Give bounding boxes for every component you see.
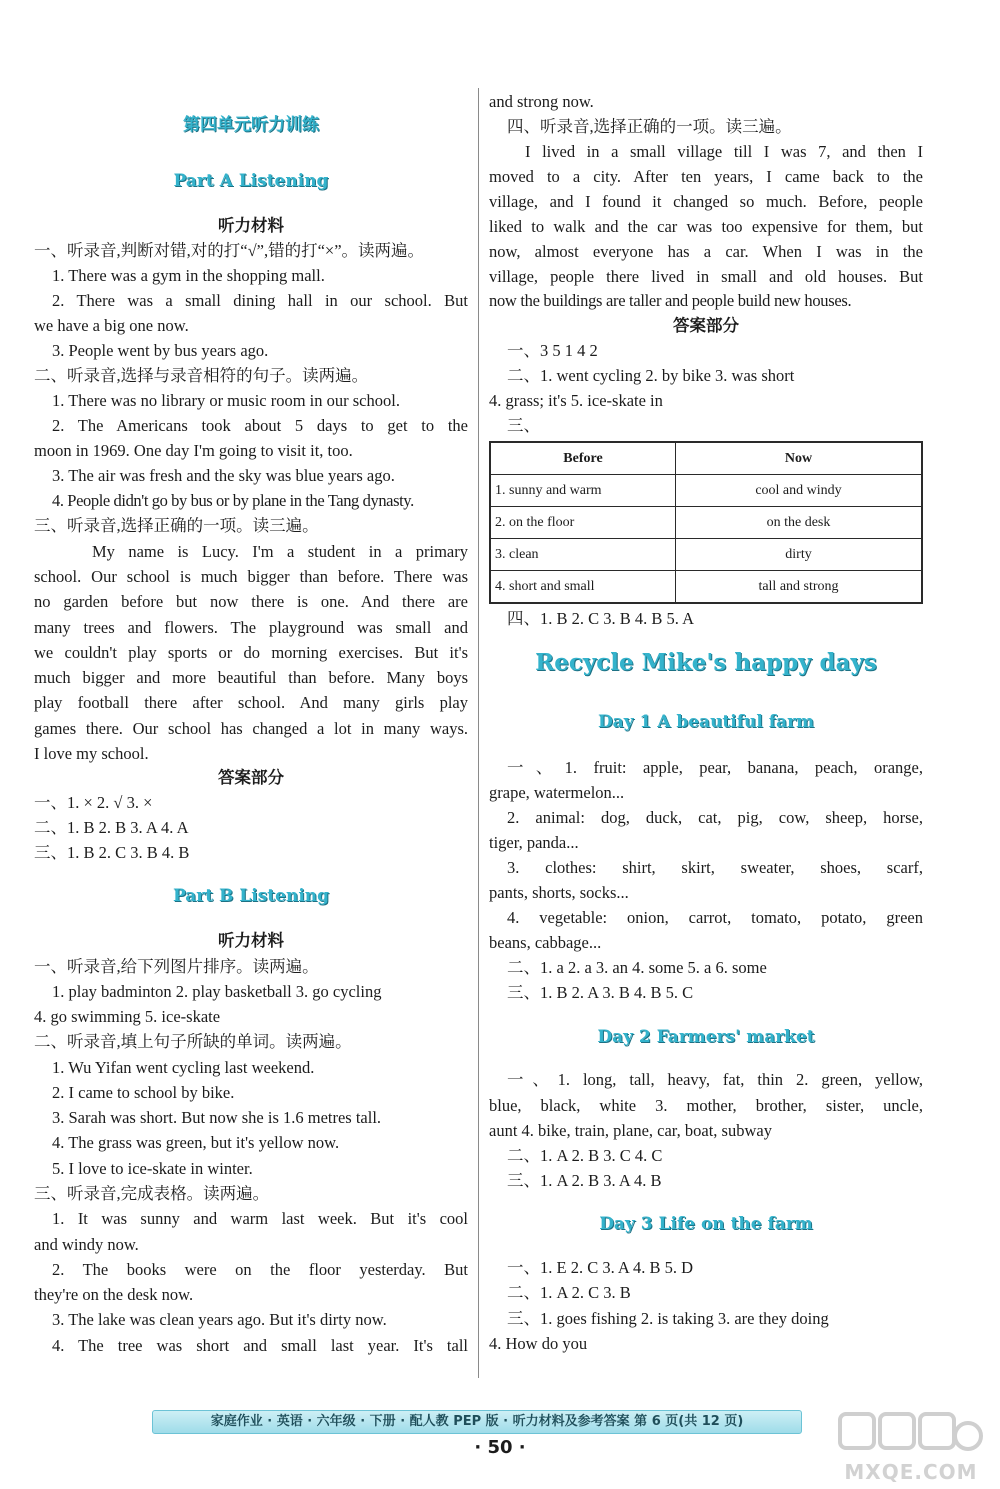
text-line: 3. The air was fresh and the sky was blue years ago. [52,466,395,485]
text-line: 1. There was no library or music room in our school. [52,391,400,410]
text-line: 1. play badminton 2. play basketball 3. go cycling [52,982,382,1001]
column-header: Now [676,442,923,475]
day2-title: Day 2 Farmers' market [597,1027,815,1047]
page-number: · 50 · [474,1437,526,1458]
passage-line: now, almost everyone has a car. When I was in the [489,242,923,261]
table-row [490,507,922,539]
table-header-row [490,442,922,475]
part-a-title: Part A Listening [173,171,329,191]
passage-line: many trees and flowers. The playground was small and [34,618,468,637]
answer-line: 4. How do you [489,1334,588,1353]
day3-title: Day 3 Life on the farm [599,1214,813,1234]
text-line: 5. I love to ice-skate in winter. [52,1159,253,1178]
text-line: 3. Sarah was short. But now she is 1.6 metres tall. [52,1108,382,1127]
text-line: 3. clothes: shirt, skirt, sweater, shoes, scarf, [507,858,923,877]
table-row [490,571,922,604]
text-line: we have a big one now. [34,316,189,335]
answer-line: 二、1. a 2. a 3. an 4. some 5. a 6. some [507,958,767,977]
answer-line: 三、 [507,416,540,435]
text-line: 1. There was a gym in the shopping mall. [52,266,325,285]
table-cell: 1. sunny and warm [490,475,676,507]
text-line: 一、1. long, tall, heavy, fat, thin 2. green, yellow, [507,1070,923,1089]
text-line: tiger, panda... [489,833,579,852]
instruction: 一、听录音,给下列图片排序。读两遍。 [34,957,319,976]
text-line: 3. People went by bus years ago. [52,341,269,360]
column-header: Before [490,442,676,475]
text-line: 4. vegetable: onion, carrot, tomato, potato, green [507,908,923,927]
text-line: 4. The grass was green, but it's yellow now. [52,1133,340,1152]
text-line: 1. Wu Yifan went cycling last weekend. [52,1058,315,1077]
passage-line: no garden before but now there is one. And there are [34,592,468,611]
answer-line: 一、1. E 2. C 3. A 4. B 5. D [507,1258,694,1277]
text-line: and strong now. [489,92,594,111]
table-cell: dirty [676,539,923,571]
text-line: 一、1. fruit: apple, pear, banana, peach, orange, [507,758,923,777]
column-divider [478,88,479,1378]
text-line: 1. It was sunny and warm last week. But it's cool [52,1209,468,1228]
passage-line: school. Our school is much bigger than before. There was [34,567,468,586]
passage-line: I love my school. [34,744,149,763]
answer-line: 一、1. × 2. √ 3. × [34,793,153,812]
instruction: 四、听录音,选择正确的一项。读三遍。 [507,117,792,136]
instruction: 一、听录音,判断对错,对的打“√”,错的打“×”。读两遍。 [34,241,425,260]
text-line: 4. The tree was short and small last year. It's tall [52,1336,468,1355]
table-cell: on the desk [676,507,923,539]
watermark [836,1410,986,1484]
text-line: 2. I came to school by bike. [52,1083,235,1102]
answer-line: 二、1. A 2. B 3. C 4. C [507,1146,663,1165]
text-line: pants, shorts, socks... [489,883,629,902]
text-line: moon in 1969. One day I'm going to visit it, too. [34,441,353,460]
text-line: they're on the desk now. [34,1285,194,1304]
table-cell: 2. on the floor [490,507,676,539]
text-line: 2. The Americans took about 5 days to get to the [52,416,468,435]
answer-line: 三、1. B 2. A 3. B 4. B 5. C [507,983,694,1002]
part-b-title: Part B Listening [172,886,330,906]
table-cell: 3. clean [490,539,676,571]
passage-line: village, and I found it changed so much. Before, people [489,192,923,211]
answer-line: 4. grass; it's 5. ice-skate in [489,391,663,410]
answer-line: 四、1. B 2. C 3. B 4. B 5. A [507,609,695,628]
table-cell: cool and windy [676,475,923,507]
watermark-logo-icon [836,1410,986,1462]
instruction: 二、听录音,填上句子所缺的单词。读两遍。 [34,1032,352,1051]
instruction: 二、听录音,选择与录音相符的句子。读两遍。 [34,366,369,385]
passage-line: moved to a city. After ten years, I came back to the [489,167,923,186]
answer-line: 二、1. went cycling 2. by bike 3. was short [507,366,795,385]
answer-heading: 答案部分 [218,768,284,787]
table-cell: tall and strong [676,571,923,604]
text-line: 4. go swimming 5. ice-skate [34,1007,221,1026]
unit-title: 第四单元听力训练 [183,115,319,135]
answer-line: 二、1. B 2. B 3. A 4. A [34,818,189,837]
passage-line: play football there after school. And many girls play [34,693,468,712]
passage-line: I lived in a small village till I was 7, and then I [525,142,923,161]
passage-line: village, people there lived in small and old houses. But [489,267,923,286]
passage-line: games there. Our school has changed a lot in many ways. [34,719,468,738]
passage-line: we couldn't play sports or do morning exercises. But it's [34,643,468,662]
text-line: 2. There was a small dining hall in our school. But [52,291,468,310]
answer-line: 三、1. A 2. B 3. A 4. B [507,1171,662,1190]
passage-line: liked to walk and the car was too expensive for them, but [489,217,923,236]
text-line: 3. The lake was clean years ago. But it's dirty now. [52,1310,387,1329]
answer-line: 二、1. A 2. C 3. B [507,1283,631,1302]
text-line: and windy now. [34,1235,139,1254]
answer-line: 一、3 5 1 4 2 [507,341,598,360]
instruction: 三、听录音,选择正确的一项。读三遍。 [34,516,319,535]
text-line: grape, watermelon... [489,783,625,802]
answer-line: 三、1. goes fishing 2. is taking 3. are they doing [507,1309,829,1328]
recycle-title: Recycle Mike's happy days [535,649,877,676]
text-line: 2. animal: dog, duck, cat, pig, cow, sheep, horse, [507,808,923,827]
text-line: beans, cabbage... [489,933,602,952]
instruction: 三、听录音,完成表格。读两遍。 [34,1184,270,1203]
table-cell: 4. short and small [490,571,676,604]
table-row [490,539,922,571]
table-row [490,475,922,507]
passage-line: now the buildings are taller and people build new houses. [489,291,852,310]
text-line: 4. People didn't go by bus or by plane in the Tang dynasty. [52,491,414,510]
passage-line: much bigger and more beautiful than before. Many boys [34,668,468,687]
text-line: aunt 4. bike, train, plane, car, boat, subway [489,1121,772,1140]
material-heading: 听力材料 [218,931,284,950]
passage-line: My name is Lucy. I'm a student in a primary [92,542,468,561]
material-heading: 听力材料 [218,216,284,235]
day1-title: Day 1 A beautiful farm [597,712,815,732]
answer-heading: 答案部分 [673,316,739,335]
watermark-text: MXQE.COM [844,1460,978,1484]
answer-table [489,441,923,604]
text-line: blue, black, white 3. mother, brother, sister, uncle, [489,1096,923,1115]
text-line: 2. The books were on the floor yesterday. But [52,1260,468,1279]
footer-banner: 家庭作业 · 英语 · 六年级 · 下册 · 配人教 PEP 版 · 听力材料及参考答案 第 6 页(共 12 页) [152,1410,802,1434]
answer-line: 三、1. B 2. C 3. B 4. B [34,843,190,862]
